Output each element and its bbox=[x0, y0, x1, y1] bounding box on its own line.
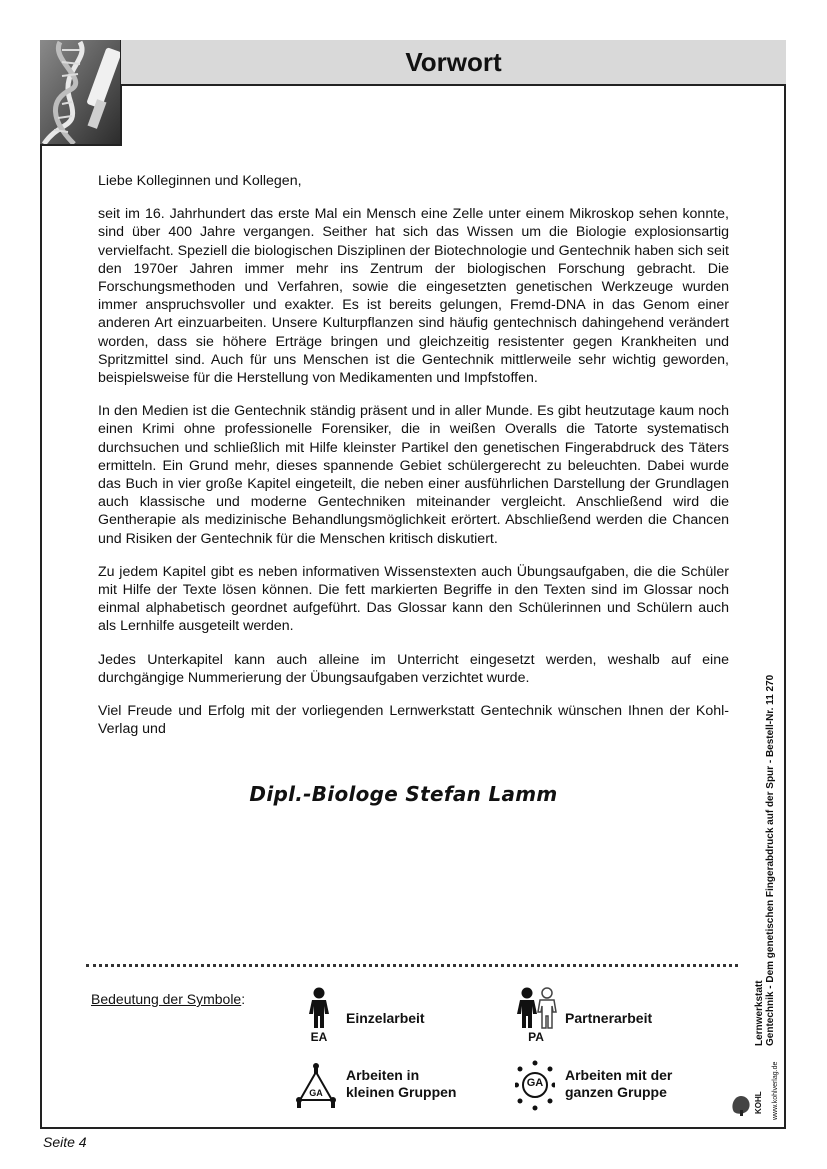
sidebar-series: Lernwerkstatt bbox=[754, 980, 765, 1046]
publisher-url: www.kohlverlag.de bbox=[772, 1061, 779, 1120]
signature: Dipl.-Biologe Stefan Lamm bbox=[249, 782, 558, 806]
sidebar-title: Gentechnik - Dem genetischen Fingerabdruck auf der Spur - Bestell-Nr. 11 270 bbox=[765, 674, 776, 1046]
dna-helix-image bbox=[40, 40, 122, 146]
paragraph-3: Zu jedem Kapitel gibt es neben informativen Wissenstexten auch Übungsaufgaben, die die Schüler mit Hilfe der Texte lösen können. Die fett markierten Begriffe in den Texten sind im Glossar noch einmal alphabetisch geordnet aufgeführt. Das Glossar kann den Schülerinnen und Schülern auch als Lernhilfe ausgeteilt werden. bbox=[98, 563, 729, 635]
paragraph-1: seit im 16. Jahrhundert das erste Mal ein Mensch eine Zelle unter einem Mikroskop sehen konnte, sind über 400 Jahre vergangen. Seither hat sich das Wissen um die Biologie explosionsartig vervielfacht. Speziell die biologischen Disziplinen der Biotechnologie und Gentechnik haben sich seit den 1970er Jahren immer mehr ins Zentrum der biologischen Forschung gebracht. Die Forschungsmethoden und Verfahren, sowie die eingesetzten genetischen Werkzeuge wurden immer anspruchsvoller und exakter. Es ist bereits gelungen, Fremd-DNA in das Genom einer anderen Art einzuarbeiten. Unsere Kulturpflanzen sind häufig gentechnisch dahingehend verändert worden, dass sie höhere Erträge bringen und gleichzeitig resistenter gegen Krankheiten und Spritzmittel sind. Auch für uns Menschen ist die Gentechnik mittlerweile sehr wichtig geworden, beispielsweise für die Herstellung von Medikamenten und Impfstoffen. bbox=[98, 206, 729, 387]
ga-small-code: GA bbox=[309, 1088, 323, 1098]
title-bar bbox=[121, 40, 786, 86]
pa-code: PA bbox=[528, 1030, 544, 1044]
small-group-label-line2: kleinen Gruppen bbox=[346, 1084, 457, 1100]
pa-label bbox=[565, 1010, 652, 1027]
page-number: Seite 4 bbox=[43, 1134, 87, 1150]
two-persons-icon bbox=[517, 986, 557, 1035]
publisher-name: KOHL bbox=[754, 1091, 763, 1114]
paragraph-2: In den Medien ist die Gentechnik ständig präsent und in aller Munde. Es gibt heutzutage kaum noch einen Krimi ohne professionelle Forensiker, die in weißen Overalls die Tatorte systematisch durchsuchen und schließlich mit Hilfe kleinster Partikel den genetischen Fingerabdruck des Täters ermitteln. Ein Grund mehr, dieses spannende Gebiet schülergerecht zu beleuchten. Dabei wurde das Buch in vier große Kapitel eingeteilt, die neben einer ausführlichen Darstellung der Grundlagen auch klassische und moderne Gentechniken miteinander vergleicht. Anschließend wird die Gentherapie als medizinische Behandlungsmöglichkeit erörtert. Abschließend werden die Chancen und Risiken der Gentechnik für die Menschen kritisch diskutiert. bbox=[98, 403, 729, 547]
ea-label-text: Einzelarbeit bbox=[346, 1010, 425, 1026]
paragraph-4: Jedes Unterkapitel kann auch alleine im Unterricht eingesetzt werden, weshalb auf eine durchgängige Nummerierung der Übungsaufgaben verzichtet wurde. bbox=[98, 651, 729, 686]
legend-title-colon: : bbox=[241, 991, 246, 1007]
kohl-logo bbox=[730, 1092, 752, 1121]
small-group-label bbox=[346, 1067, 456, 1101]
greeting: Liebe Kolleginnen und Kollegen, bbox=[98, 173, 302, 189]
ea-label bbox=[346, 1010, 425, 1027]
legend-title bbox=[91, 991, 245, 1007]
dotted-divider bbox=[86, 964, 738, 967]
legend-title-text: Bedeutung der Symbole bbox=[91, 991, 242, 1007]
paragraph-5: Viel Freude und Erfolg mit der vorliegenden Lernwerkstatt Gentechnik wünschen Ihnen der Kohl-Verlag und bbox=[98, 703, 729, 738]
foreword-text bbox=[98, 172, 729, 753]
ea-code: EA bbox=[310, 1030, 328, 1044]
ga-whole-code: GA bbox=[526, 1077, 544, 1089]
single-person-icon bbox=[306, 986, 332, 1035]
page-title: Vorwort bbox=[405, 46, 502, 77]
small-group-label-line1: Arbeiten in bbox=[346, 1067, 420, 1083]
whole-group-label-line1: Arbeiten mit der bbox=[565, 1067, 673, 1083]
pa-label-text: Partnerarbeit bbox=[565, 1010, 653, 1026]
whole-group-label-line2: ganzen Gruppe bbox=[565, 1084, 667, 1100]
whole-group-label bbox=[565, 1067, 672, 1101]
